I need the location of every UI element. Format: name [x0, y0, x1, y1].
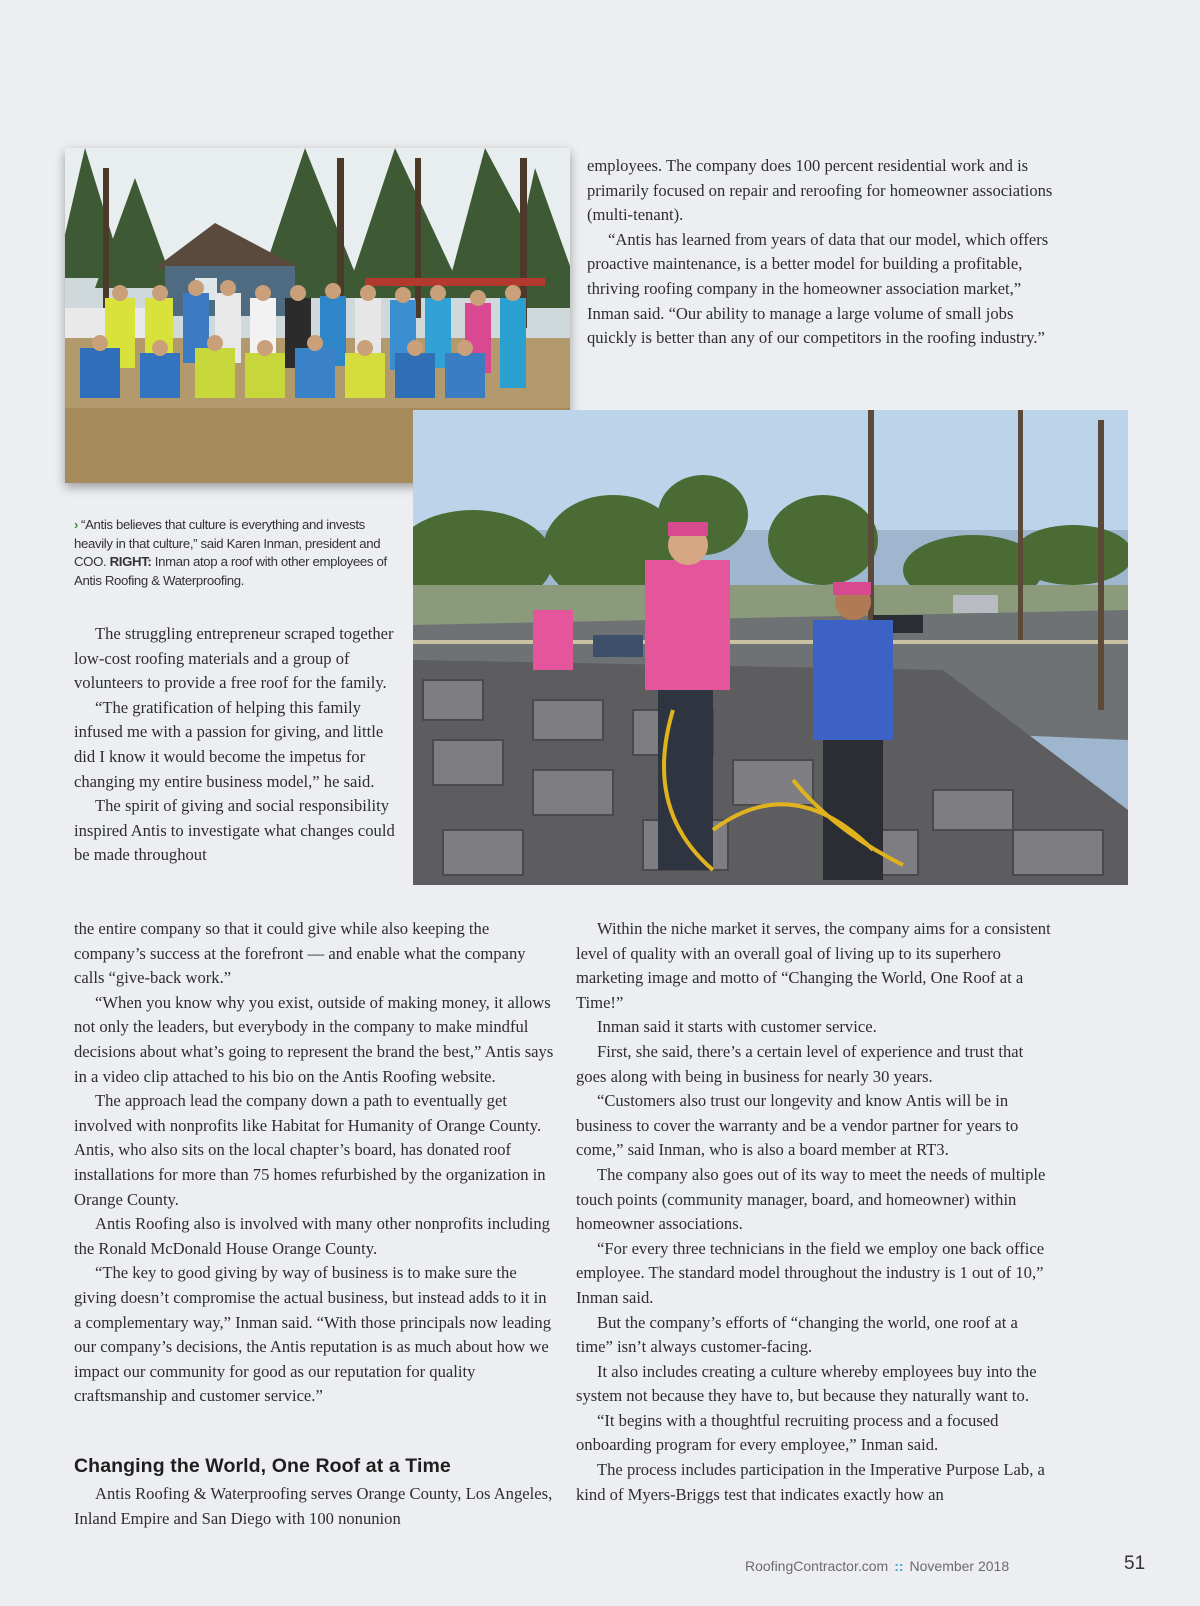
paragraph: the entire company so that it could give while also keeping the company’s success at the forefront — and enable what the company calls “give-back work.” [74, 919, 526, 988]
paragraph: The spirit of giving and social responsibility inspired Antis to investigate what changes could be made throughout [74, 796, 395, 865]
paragraph: “When you know why you exist, outside of making money, it allows not only the leaders, but everybody in the company to make mindful decisions about what’s going to represent the brand the best,” Antis says in a video clip attached to his bio on the Antis Roofing website. [74, 992, 554, 1086]
paragraph: The struggling entrepreneur scraped together low-cost roofing materials and a group of volunteers to provide a free roof for the family. [74, 624, 394, 693]
paragraph: The approach lead the company down a path to eventually get involved with nonprofits like Habitat for Humanity of Orange County. Antis, who also sits on the local chapter’s board, has donated roof installations for more than 75 homes refurbished by the organization in Orange County. [74, 1091, 546, 1209]
article-column-left [74, 917, 554, 1409]
paragraph: The company also goes out of its way to meet the needs of multiple touch points (community manager, board, and homeowner) within homeowner associations. [576, 1164, 1046, 1234]
paragraph: “The gratification of helping this family infused me with a passion for giving, and little did I know it would become the impetus for changing my entire business model,” he said. [74, 697, 384, 791]
paragraph: employees. The company does 100 percent residential work and is primarily focused on repair and reroofing for homeowner associations (multi-tenant). [587, 156, 1053, 225]
paragraph: “Antis has learned from years of data that our model, which offers proactive maintenance, is a better model for building a profitable, thriving roofing company in the homeowner association market,” Inman said. “Our ability to manage a large volume of small jobs quickly is better than any of our competitors in the roofing industry.” [587, 229, 1049, 348]
roof-photo [413, 410, 1128, 885]
chevron-right-icon: › [74, 517, 79, 532]
page-number: 51 [1124, 1553, 1146, 1574]
paragraph: “Customers also trust our longevity and know Antis will be in business to cover the warranty and be a vendor partner for years to come,” said Inman, who is also a board member at RT3. [576, 1091, 1019, 1160]
footer-date: November 2018 [909, 1558, 1010, 1574]
footer-site: RoofingContractor.com [745, 1558, 889, 1574]
paragraph: “The key to good giving by way of business is to make sure the giving doesn’t compromise the actual business, but instead adds to it in a complementary way,” Inman said. “With those principals now leading our company’s decisions, the Antis reputation is as much about how we impact our community for good as our reputation for quality craftsmanship and customer service.” [74, 1263, 552, 1406]
paragraph: First, she said, there’s a certain level of experience and trust that goes along with being in business for nearly 30 years. [576, 1041, 1024, 1086]
article-column-top-right [587, 154, 1057, 351]
caption-text: Inman atop a roof with other employees of Antis Roofing & Waterproofing. [74, 554, 387, 588]
paragraph: “For every three technicians in the field we employ one back office employee. The standard model throughout the industry is 1 out of 10,” Inman said. [576, 1238, 1045, 1307]
paragraph: The process includes participation in the Imperative Purpose Lab, a kind of Myers-Briggs test that indicates exactly how an [576, 1460, 1045, 1504]
paragraph: “It begins with a thoughtful recruiting process and a focused onboarding program for every employee,” Inman said. [576, 1410, 999, 1455]
caption-right-label: RIGHT: [109, 554, 152, 569]
photo-caption [74, 516, 394, 590]
caption-text: “Antis believes that culture is everything and invests heavily in that culture,” said Karen Inman, president and COO. [74, 517, 381, 569]
footer-separator: :: [894, 1558, 904, 1574]
paragraph: Antis Roofing also is involved with many other nonprofits including the Ronald McDonald House Orange County. [74, 1214, 550, 1258]
article-column-after-heading [74, 1482, 554, 1531]
article-column-left-narrow [74, 622, 400, 868]
paragraph: But the company’s efforts of “changing the world, one roof at a time” isn’t always customer-facing. [576, 1312, 1018, 1357]
paragraph: Antis Roofing & Waterproofing serves Orange County, Los Angeles, Inland Empire and San Diego with 100 nonunion [74, 1484, 553, 1528]
section-heading: Changing the World, One Roof at a Time [74, 1455, 451, 1477]
paragraph: It also includes creating a culture whereby employees buy into the system not because they have to, but because they naturally want to. [576, 1361, 1037, 1406]
paragraph: Within the niche market it serves, the company aims for a consistent level of quality with an overall goal of living up to its superhero marketing image and motto of “Changing the World, One Roof at a Time!” [576, 919, 1051, 1012]
article-column-right [576, 917, 1054, 1507]
paragraph: Inman said it starts with customer service. [597, 1017, 877, 1037]
page-footer [745, 1558, 1009, 1574]
